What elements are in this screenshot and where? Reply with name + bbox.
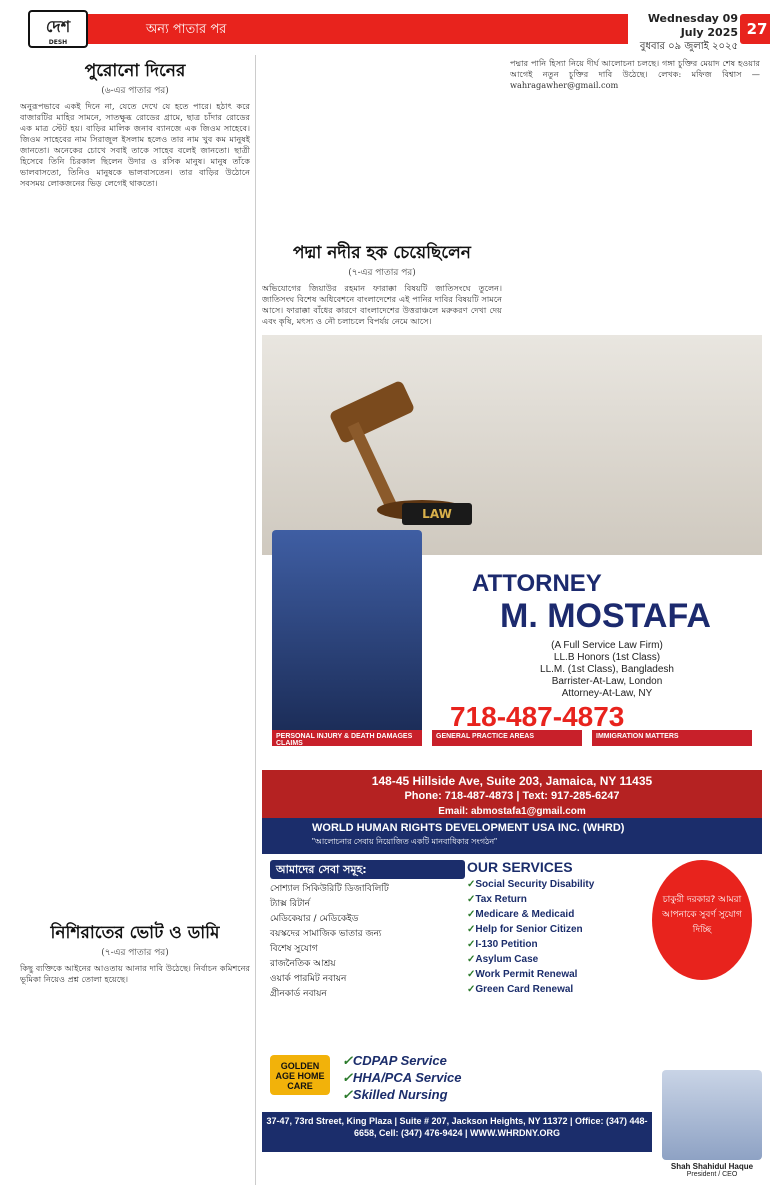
ceo-photo <box>662 1070 762 1160</box>
section-band <box>88 14 628 44</box>
article-body: পদ্মার পানি হিস্যা নিয়ে দীর্ঘ আলোচনা চলছে। গঙ্গা চুক্তির মেয়াদ শেষ হওয়ার আগেই নতুন চুক্তির দাবি উঠেছে। লেখক: মফিজ বিশ্বাস — wahragawher@gmail.com <box>510 58 760 90</box>
article-continued-column <box>510 58 760 328</box>
ceo-name: Shah Shahidul Haque President / CEO <box>670 1162 754 1178</box>
page-number: 27 <box>740 14 770 44</box>
job-offer-bubble: চাকুরী দরকার? আমরা আপনাকে সুবর্ণ সুযোগ দিচ্ছি <box>652 860 752 980</box>
article-body: অনুরূপভাবে একই দিনে না, যেতে দেখে যে হতে পারে। হঠাৎ করে বাজারটির মাহির সামনে, সাতক্ষুব্ধ রোডের গ্রামে, ছাত্র চাঁদার রোডের এক মাত্র স্টেট হয়। বাড়ির মালিক জনাব ব্যানজে এক জিওম সাহেবে। জিওম সাহেবের নাম সিরাজুল ইসলাম হলেও তার নাম খুব কম মানুষই জানতো। অনেকের চোখে সবাই তাকে সাহেব বলেই জানতো। ছাত্রী হিসেবে তিনি চিরকাল ছিলেন উদার ও রসিক মানুষ। মানুষ তাঁকে ভালবাসতো, তিনিও মানুষকে ভালবাসতেন। তার বাড়ির উঠোনে সবসময় লোকজনের ভিড় লেগেই থাকতো। <box>20 101 250 188</box>
practice-box-general: GENERAL PRACTICE AREAS <box>432 730 582 760</box>
golden-age-logo: GOLDEN AGE HOME CARE <box>270 1055 330 1095</box>
article-continuation: (৭-এর পাতার পর) <box>348 268 416 278</box>
bangla-services: আমাদের সেবা সমূহ: সোশ্যাল সিকিউরিটি ডিজাবিলিটি ট্যাক্স রিটার্ন মেডিকেয়ার / মেডিকেইড বয়স্কদের সামাজিক ভাতার জন্য বিশেষ সুযোগ রাজনৈতিক আশ্রয় ওয়ার্ক পারমিট নবায়ন গ্রীনকার্ড নবায়ন <box>270 860 465 1002</box>
article-continuation: (৭-এর পাতার পর) <box>101 948 169 958</box>
article-continuation: (৬-এর পাতার পর) <box>101 86 169 96</box>
date-box <box>628 12 738 54</box>
whrd-banner: WORLD HUMAN RIGHTS DEVELOPMENT USA INC. (WHRD) "আলোচনার সেবায় নিয়োজিত একটি মানবাধিকার সংগঠন" <box>262 818 762 854</box>
attorney-credentials: (A Full Service Law Firm) LL.B Honors (1st Class) LL.M. (1st Class), Bangladesh Barrister-At-Law, London Attorney-At-Law, NY <box>540 640 674 699</box>
practice-box-immigration: IMMIGRATION MATTERS <box>592 730 752 760</box>
article-padma <box>262 58 502 328</box>
article-title: পদ্মা নদীর হক চেয়েছিলেন <box>293 243 471 263</box>
attorney-name: M. MOSTAFA <box>500 597 711 635</box>
newspaper-logo[interactable]: দেশ DESH <box>28 10 88 48</box>
law-sign: LAW <box>402 503 472 525</box>
attorney-address-bar: 148-45 Hillside Ave, Suite 203, Jamaica, NY 11435 Phone: 718-487-4873 | Text: 917-285-6247 Email: abmostafa1@gmail.com <box>262 770 762 818</box>
care-services: ✓ CDPAP Service ✓ HHA/PCA Service ✓ Skilled Nursing <box>342 1052 542 1103</box>
article-nishirater-vote <box>20 920 250 1180</box>
practice-box-injury: PERSONAL INJURY & DEATH DAMAGES CLAIMS <box>272 730 422 760</box>
date-bangla: বুধবার ০৯ জুলাই ২০২৫ <box>639 41 738 52</box>
article-body: কিছু ব্যক্তিকে আইনের আওতায় আনার দাবি উঠেছে। নির্বাচন কমিশনের ভূমিকা নিয়েও প্রশ্ন তোলা হয়েছে। <box>20 963 250 984</box>
article-title: পুরোনো দিনের <box>84 61 186 81</box>
article-body: অভিযোগের জিয়াউর রহমান ফারাক্কা বিষয়টি জাতিসংঘে তুলেন। জাতিসংঘ বিশেষ অধিবেশনে বাংলাদেশের এই পানির দাবির বিষয়টি সামনে আসে। ফারাক্কা বাঁধের কারণে বাংলাদেশের উত্তরাঞ্চলে মরুকরণ দেখা দেয় এবং কৃষি, মৎস্য ও নৌ চলাচলে বিপর্যয় নেমে আসে। <box>262 283 502 326</box>
attorney-photo <box>272 530 422 735</box>
whrd-advertisement[interactable] <box>262 770 762 1185</box>
attorney-phone[interactable]: 718-487-4873 <box>450 701 625 732</box>
whrd-footer: 37-47, 73rd Street, King Plaza | Suite # 207, Jackson Heights, NY 11372 | Office: (347) 448-6658, Cell: (347) 476-9424 | WWW.WHRDNY.ORG <box>262 1112 652 1152</box>
practice-areas <box>272 730 752 760</box>
date-english: Wednesday 09 July 2025 <box>647 12 738 39</box>
column-divider <box>255 55 256 1185</box>
page-header <box>28 8 768 52</box>
section-label: অন্য পাতার পর <box>146 22 227 37</box>
article-title: নিশিরাতের ভোট ও ডামি <box>50 923 220 943</box>
attorney-label: ATTORNEY <box>472 570 602 597</box>
english-services: OUR SERVICES ✓ Social Security Disability ✓ Tax Return ✓ Medicare & Medicaid ✓ Help for Senior Citizen ✓ I-130 Petition ✓ Asylum Case ✓ Work Permit Renewal ✓ Green Card Renewal <box>467 860 632 997</box>
attorney-advertisement[interactable] <box>262 335 762 770</box>
article-puronodiner <box>20 58 250 918</box>
